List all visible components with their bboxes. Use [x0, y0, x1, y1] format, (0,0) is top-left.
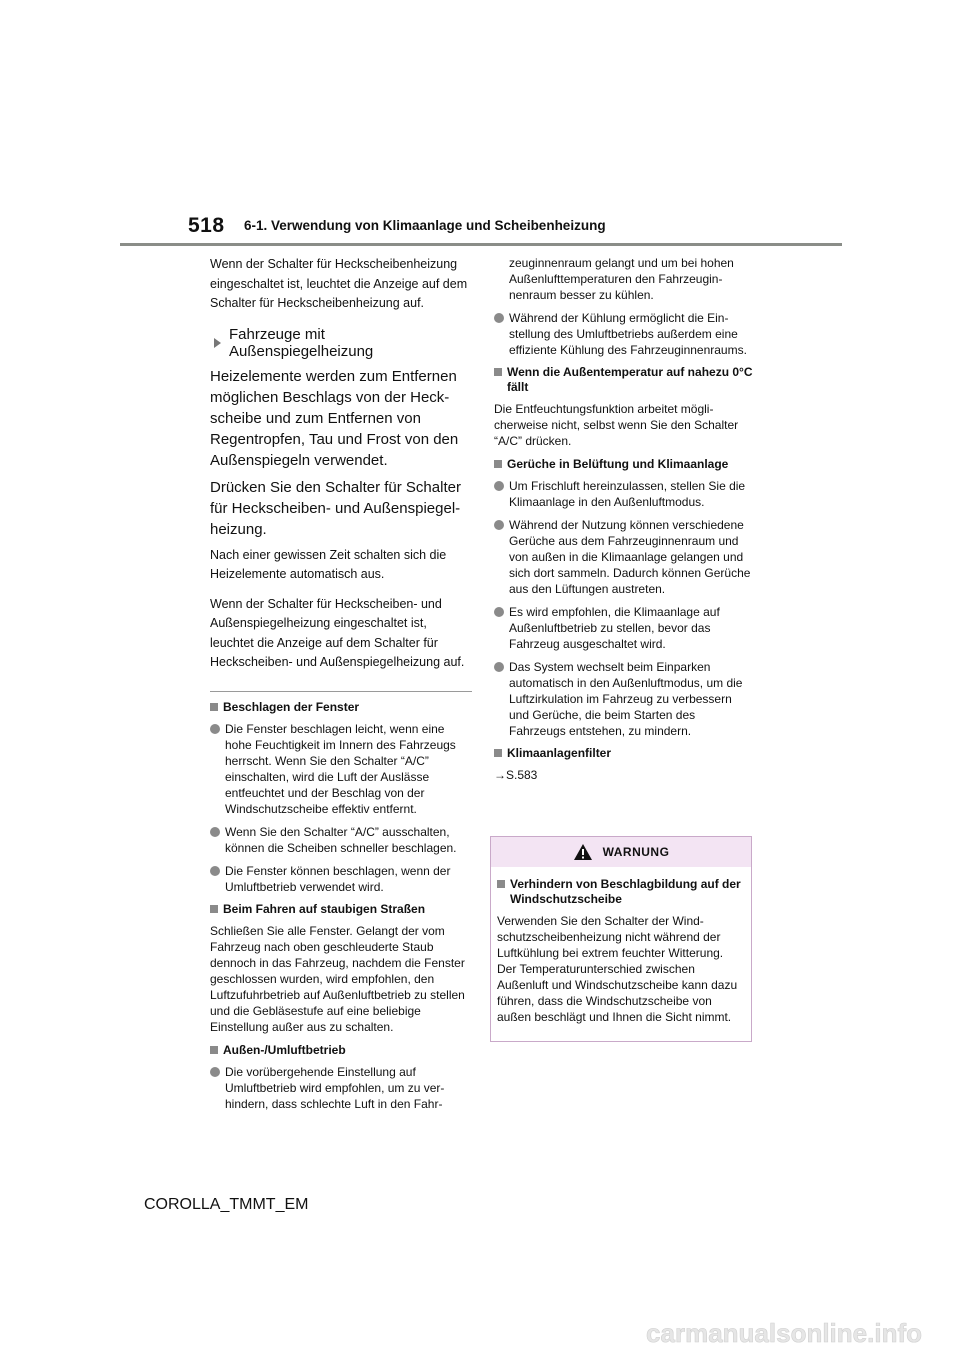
circle-icon	[210, 1067, 220, 1077]
circle-icon	[494, 313, 504, 323]
filter-heading-text: Klimaanlagenfilter	[507, 746, 612, 760]
warning-paragraph: Verwenden Sie den Schalter der Windschutzscheibenheizung nicht während der Luftkühlung bei extrem feuchter Witterung. Der Temperaturunterschied zwischen Außenluft und Windschutzscheibe kann dazu führen, dass die Windschutzscheibe von außen beschlägt und Ihnen die Sicht nimmt.	[497, 914, 738, 1024]
filter-page-reference[interactable]: →S.583	[494, 768, 538, 782]
document-id: COROLLA_TMMT_EM	[144, 1196, 309, 1213]
dust-heading	[210, 902, 472, 917]
mirror-paragraph-1: Heizelemente werden zum Entfernen möglichen Beschlags von der Heckscheibe und zum Entfernen von Regentropfen, Tau und Frost von den Außenspiegeln verwendet.	[210, 367, 459, 469]
left-column	[210, 255, 472, 1119]
warning-box	[490, 836, 752, 1042]
odor-bullet-1	[494, 478, 754, 510]
odor-bullet-2-text: Während der Nutzung können verschiedene Gerüche aus dem Fahrzeuginnenraum und von außen in die Klimaanlage gelangen und sich dort sammeln. Dadurch können Gerüche aus den Lüftungen austreten.	[509, 518, 751, 596]
mirror-paragraph-4: Wenn der Schalter für Heckscheiben- und Außenspiegelheizung eingeschaltet ist, leuchtet die Anzeige auf dem Schalter für Heckscheiben- und Außenspiegelheizung auf.	[210, 596, 465, 669]
square-icon	[497, 880, 505, 888]
circle-icon	[210, 724, 220, 734]
temp-heading	[494, 365, 754, 395]
square-icon	[494, 368, 502, 376]
warning-title: WARNUNG	[602, 845, 670, 859]
dust-heading-text: Beim Fahren auf staubigen Straßen	[223, 901, 426, 916]
circle-icon	[210, 827, 220, 837]
odor-bullet-4	[494, 659, 754, 739]
mirror-paragraph-3: Nach einer gewissen Zeit schalten sich die Heizelemente automatisch aus.	[210, 547, 447, 581]
air-bullet-1-continued: zeuginnenraum gelangt und um bei hohen Außenlufttemperaturen den Fahrzeuginnenraum besser zu kühlen.	[509, 256, 734, 302]
square-icon	[210, 905, 218, 913]
air-heading-text: Außen-/Umluftbetrieb	[223, 1042, 346, 1057]
odor-bullet-4-text: Das System wechselt beim Einparken automatisch in den Außenluftmodus, um die Luftzirkulation im Fahrzeug zu verbessern und Gerüche, die beim Starten des Fahrzeugs entstehen, zu mindern.	[509, 660, 743, 738]
fog-heading	[210, 700, 472, 715]
fog-bullet-2	[210, 824, 472, 856]
fog-bullet-3-text: Die Fenster können beschlagen, wenn der Umluftbetrieb verwendet wird.	[225, 863, 451, 894]
air-bullet-2	[494, 310, 754, 358]
svg-text:carmanualsonline.info: carmanualsonline.info	[646, 1318, 922, 1348]
circle-icon	[494, 520, 504, 530]
fog-bullet-3	[210, 863, 472, 895]
square-icon	[210, 703, 218, 711]
circle-icon	[494, 607, 504, 617]
odor-bullet-3	[494, 604, 754, 652]
air-bullet-1-text: Die vorübergehende Einstellung auf Umluftbetrieb wird empfohlen, um zu verhindern, dass schlechte Luft in den Fahr-	[225, 1064, 445, 1111]
header-rule	[120, 243, 842, 246]
air-bullet-1	[210, 1064, 472, 1112]
square-icon	[210, 1046, 218, 1054]
circle-icon	[494, 662, 504, 672]
circle-icon	[210, 866, 220, 876]
warning-heading-text: Verhindern von Beschlagbildung auf der Windschutzscheibe	[510, 877, 741, 906]
section-divider	[210, 691, 472, 692]
filter-heading	[494, 746, 754, 761]
air-heading	[210, 1043, 472, 1058]
fog-heading-text: Beschlagen der Fenster	[223, 699, 360, 714]
temp-paragraph: Die Entfeuchtungsfunktion arbeitet möglicherweise nicht, selbst wenn Sie den Schalter “A/C” drücken.	[494, 402, 739, 448]
fog-bullet-2-text: Wenn Sie den Schalter “A/C” ausschalten, können die Scheiben schneller beschlagen.	[225, 824, 457, 855]
square-icon	[494, 749, 502, 757]
mirror-heading-text: Fahrzeuge mit Außenspiegelheizung	[229, 325, 374, 360]
warning-body	[491, 867, 751, 1025]
temp-heading-text: Wenn die Außentemperatur auf nahezu 0°C fällt	[507, 365, 753, 394]
intro-paragraph: Wenn der Schalter für Heckscheibenheizung eingeschaltet ist, leuchtet die Anzeige auf dem Schalter für Heckscheibenheizung auf.	[210, 257, 468, 310]
square-icon	[494, 460, 502, 468]
fog-bullet-1-text: Die Fenster beschlagen leicht, wenn eine hohe Feuchtigkeit im Innern des Fahrzeugs herrscht. Wenn Sie den Schalter “A/C” einschalten, wird die Luft der Auslässe entfeuchtet und der Beschlag von der Windschutzscheibe effektiv entfernt.	[225, 721, 456, 816]
page-number: 518	[188, 214, 225, 237]
odor-heading-text: Gerüche in Belüftung und Klimaanlage	[507, 457, 729, 471]
mirror-heading	[210, 326, 472, 360]
right-column	[494, 255, 754, 791]
odor-bullet-3-text: Es wird empfohlen, die Klimaanlage auf Außenluftbetrieb zu stellen, bevor das Fahrzeug ausgeschaltet wird.	[509, 605, 720, 651]
warning-heading	[497, 877, 745, 907]
fog-bullet-1	[210, 721, 472, 817]
odor-heading	[494, 457, 754, 472]
odor-bullet-2	[494, 517, 754, 597]
watermark-logo	[634, 1312, 924, 1352]
warning-triangle-icon	[573, 843, 593, 861]
warning-header	[491, 837, 751, 867]
mirror-paragraph-2: Drücken Sie den Schalter für Schalter für Heckscheiben- und Außenspiegelheizung.	[210, 478, 461, 538]
air-bullet-2-text: Während der Kühlung ermöglicht die Einstellung des Umluftbetriebs außerdem eine effiziente Kühlung des Fahrzeuginnenraums.	[509, 311, 747, 357]
triangle-right-icon	[214, 338, 221, 348]
odor-bullet-1-text: Um Frischluft hereinzulassen, stellen Sie die Klimaanlage in den Außenluftmodus.	[509, 479, 746, 509]
dust-paragraph: Schließen Sie alle Fenster. Gelangt der vom Fahrzeug nach oben geschleuderte Staub dennoch in das Fahrzeug, nachdem die Fenster geschlossen wurden, wird empfohlen, den Luftzufuhrbetrieb auf Außenluftbetrieb zu stellen und die Gebläsestufe auf eine beliebige Einstellung außer aus zu schalten.	[210, 923, 465, 1034]
circle-icon	[494, 481, 504, 491]
chapter-title: 6-1. Verwendung von Klimaanlage und Scheibenheizung	[244, 218, 606, 233]
